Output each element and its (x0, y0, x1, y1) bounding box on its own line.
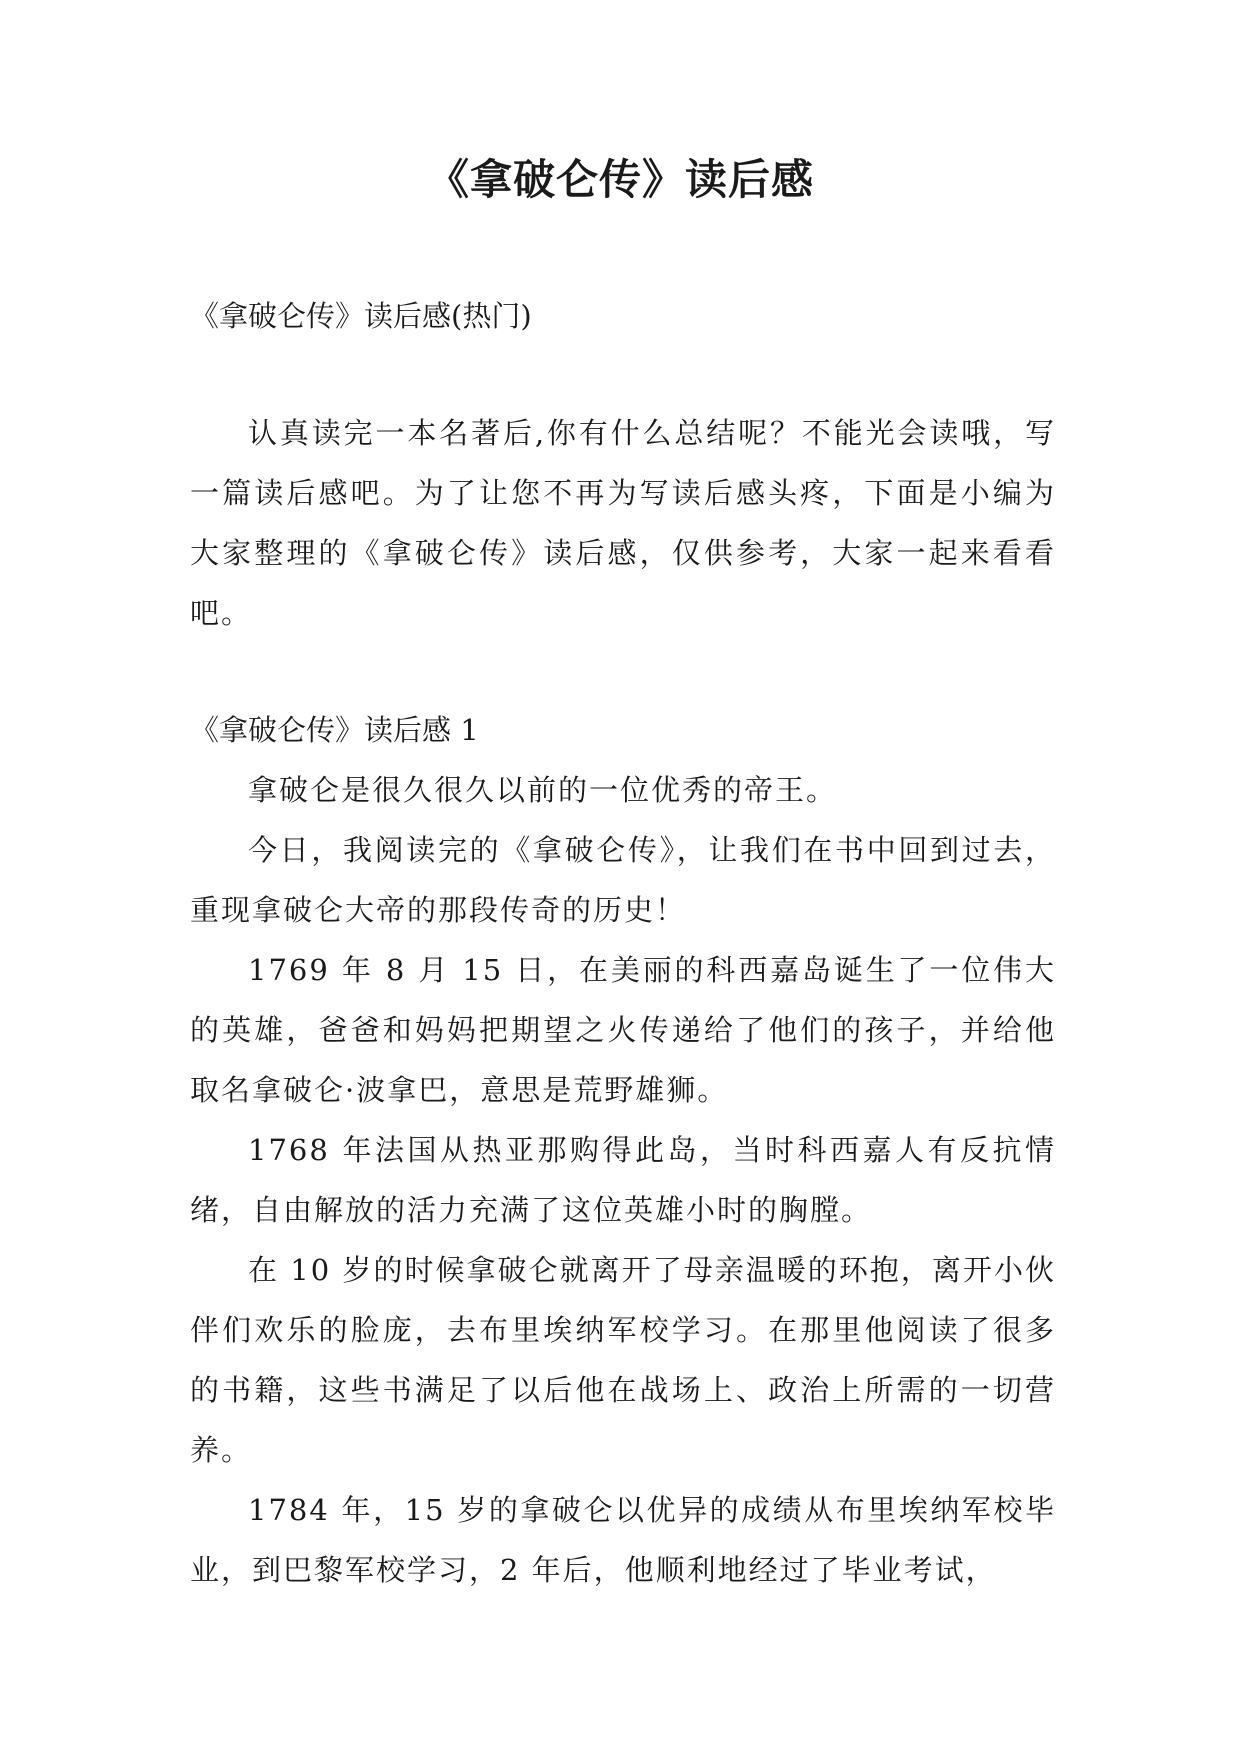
paragraph: 1768 年法国从热亚那购得此岛，当时科西嘉人有反抗情绪，自由解放的活力充满了这位英雄小时的胸膛。 (190, 1133, 1056, 1227)
paragraph: 今日，我阅读完的《拿破仑传》，让我们在书中回到过去，重现拿破仑大帝的那段传奇的历史！ (190, 833, 1056, 927)
essay-section (190, 700, 1056, 1600)
paragraph: 在 10 岁的时候拿破仑就离开了母亲温暖的环抱，离开小伙伴们欢乐的脸庞，去布里埃纳军校学习。在那里他阅读了很多的书籍，这些书满足了以后他在战场上、政治上所需的一切营养。 (190, 1253, 1056, 1467)
paragraph: 1769 年 8 月 15 日，在美丽的科西嘉岛诞生了一位伟大的英雄，爸爸和妈妈把期望之火传递给了他们的孩子，并给他取名拿破仑·波拿巴，意思是荒野雄狮。 (190, 953, 1056, 1107)
intro-paragraph: 认真读完一本名著后,你有什么总结呢？不能光会读哦，写一篇读后感吧。为了让您不再为写读后感头疼，下面是小编为大家整理的《拿破仑传》读后感，仅供参考，大家一起来看看吧。 (190, 416, 1056, 630)
document-subtitle: 《拿破仑传》读后感(热门) (190, 299, 532, 333)
paragraph: 拿破仑是很久很久以前的一位优秀的帝王。 (248, 773, 838, 807)
section-heading: 《拿破仑传》读后感 1 (190, 713, 479, 747)
document-title: 《拿破仑传》读后感 (426, 155, 814, 204)
paragraph: 1784 年，15 岁的拿破仑以优异的成绩从布里埃纳军校毕业，到巴黎军校学习，2 年后，他顺利地经过了毕业考试， (190, 1493, 1056, 1587)
